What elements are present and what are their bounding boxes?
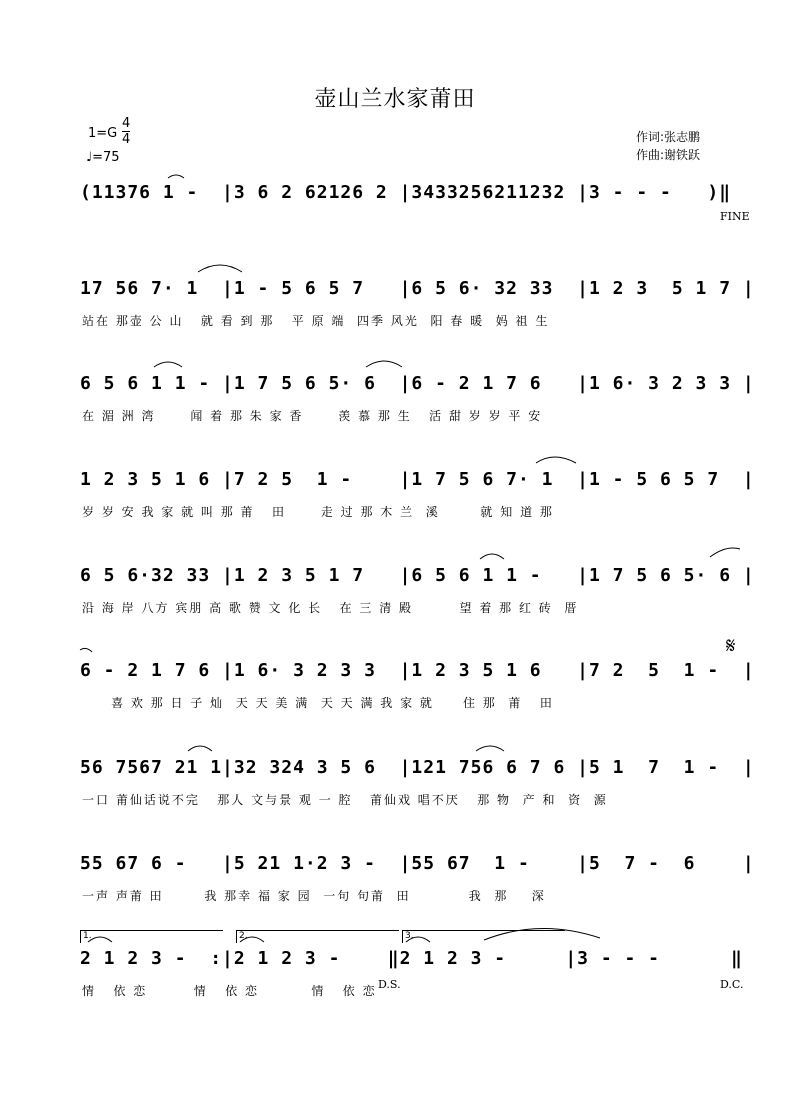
notes-line: 6 5 6·32 33 |1 2 3 5 1 7 |6 5 6 1 1 - |1 7 5 6 5· 6 |: [80, 565, 755, 586]
tempo-mark: ♩=75: [86, 150, 120, 165]
composer-credit: 作曲:谢铁跃: [636, 148, 701, 162]
volta-1: 1.: [80, 930, 223, 943]
volta-3: 3.: [402, 930, 565, 943]
volta-2: 2.: [236, 930, 399, 943]
notes-line: 2 1 2 3 - :|2 1 2 3 - ‖2 1 2 3 - |3 - - - ‖: [80, 948, 743, 969]
score-row: [80, 757, 760, 827]
lyrics-line: 一口 莆仙话说不完 那人 文与景 观 一 腔 莆仙戏 唱不厌 那 物 产 和 资 源: [82, 793, 608, 807]
time-bottom: 4: [122, 132, 131, 147]
lyrics-line: 在 湄 洲 湾 闻 着 那 朱 家 香 羡 慕 那 生 活 甜 岁 岁 平 安: [82, 409, 543, 423]
notes-line: 6 - 2 1 7 6 |1 6· 3 2 3 3 |1 2 3 5 1 6 |7 2 5 1 - |: [80, 660, 755, 681]
score-row: [80, 634, 760, 730]
fine-mark: FINE: [720, 210, 750, 223]
lyrics-line: 岁 岁 安 我 家 就 叫 那 莆 田 走 过 那 木 兰 溪 就 知 道 那: [82, 505, 554, 519]
score-row: [80, 565, 760, 635]
score-row: [80, 373, 760, 443]
ds-mark: D.S.: [378, 978, 401, 991]
score-row: [80, 278, 760, 348]
segno-sign: 𝄋: [726, 634, 736, 659]
lyrics-line: 一声 声莆 田 我 那幸 福 家 园 一句 句莆 田 我 那 深: [82, 889, 546, 903]
score-row: [80, 931, 760, 1018]
time-top: 4: [122, 116, 131, 131]
lyricist-credit: 作词:张志鹏: [636, 130, 701, 144]
lyrics-line: 站在 那壶 公 山 就 看 到 那 平 原 端 四季 风光 阳 春 暖 妈 祖 生: [82, 314, 550, 328]
ties: [80, 278, 760, 338]
lyrics-line: 沿 海 岸 八方 宾朋 高 歌 赞 文 化 长 在 三 清 殿 望 着 那 红 砖 厝: [82, 601, 579, 615]
notes-line: 17 56 7· 1 |1 - 5 6 5 7 |6 5 6· 32 33 |1 2 3 5 1 7 |: [80, 278, 755, 299]
ties: [80, 469, 760, 529]
notes-line: 55 67 6 - |5 21 1·2 3 - |55 67 1 - |5 7 - 6 |: [80, 853, 755, 874]
notes-line: 56 7567 21 1|32 324 3 5 6 |121 756 6 7 6 |5 1 7 1 - |: [80, 757, 755, 778]
dc-mark: D.C.: [720, 978, 744, 991]
ties: [80, 948, 760, 1008]
ties: [80, 373, 760, 433]
time-signature: [122, 116, 130, 147]
notes-line: 6 5 6 1 1 - |1 7 5 6 5· 6 |6 - 2 1 7 6 |1 6· 3 2 3 3 |: [80, 373, 755, 394]
lyrics-line: 情 依 恋 情 依 恋 情 依 恋: [82, 984, 377, 998]
song-title: 壶山兰水家莆田: [314, 87, 476, 112]
notes-line: 1 2 3 5 1 6 |7 2 5 1 - |1 7 5 6 7· 1 |1 - 5 6 5 7 |: [80, 469, 755, 490]
score-row: [80, 469, 760, 539]
key-signature: 1=G: [88, 126, 118, 141]
ties: [80, 660, 760, 720]
ties: [80, 182, 760, 242]
score-row: [80, 853, 760, 923]
score-row: [80, 182, 760, 252]
ties: [80, 565, 760, 625]
lyrics-line: 喜 欢 那 日 子 灿 天 天 美 满 天 天 满 我 家 就 住 那 莆 田: [82, 696, 554, 710]
ties: [80, 757, 760, 817]
notes-line: (11376 1 - |3 6 2 62126 2 |3433256211232 |3 - - - )‖: [80, 182, 732, 203]
